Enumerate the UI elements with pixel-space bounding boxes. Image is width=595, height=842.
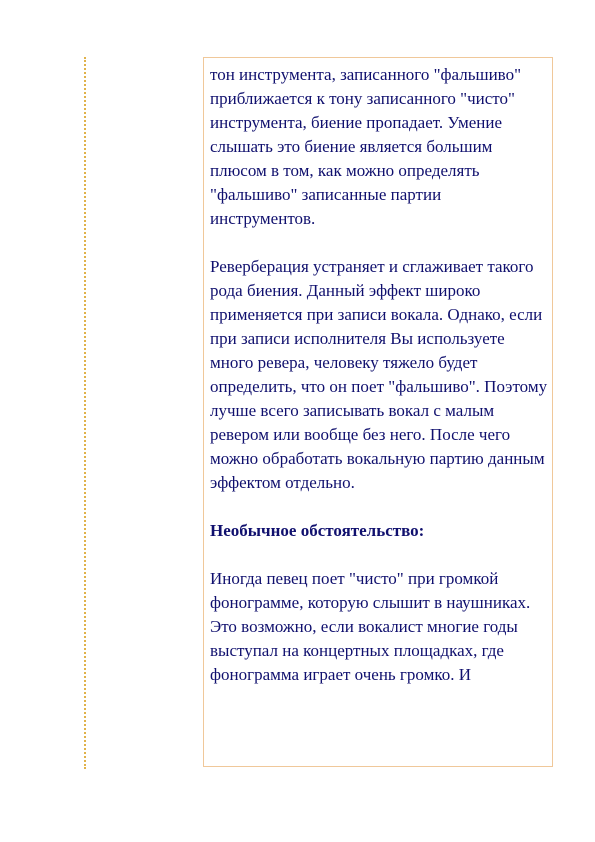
paragraph-beating: тон инструмента, записанного "фальшиво" приближается к тону записанного "чисто" инструмента, биение пропадает. Умение слышать это биение является большим плюсом в том, как можно определять "фальшиво" записанные партии инструментов. (210, 65, 522, 228)
paragraph-reverb: Реверберация устраняет и сглаживает такого рода биения. Данный эффект широко применяется при записи вокала. Однако, если при записи исполнителя Вы используете много ревера, человеку тяжело будет определить, что он поет "фальшиво". Поэтому лучше всего записывать вокал с малым ревером или вообще без него. После чего можно обработать вокальную партию данным эффектом отдельно. (210, 257, 548, 492)
section-heading: Необычное обстоятельство: (210, 521, 425, 540)
margin-rule (84, 57, 86, 769)
text-frame (203, 57, 553, 767)
paragraph-unusual: Иногда певец поет "чисто" при громкой фонограмме, которую слышит в наушниках. Это возможно, если вокалист многие годы выступал на концертных площадках, где фонограмма играет очень громко. И (210, 569, 531, 684)
